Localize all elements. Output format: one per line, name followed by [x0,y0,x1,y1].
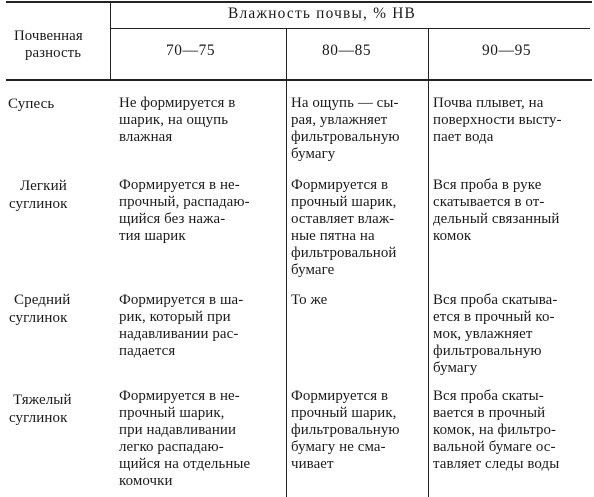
cell-supes-80-85-line-2: рая, увлажняет [291,112,388,128]
header-divider-2 [286,28,287,80]
cell-light-loam-80-85-line-6: бумаге [291,262,335,278]
cell-supes-80-85-line-4: бумагу [291,146,336,162]
group-title: Влажность почвы, % НВ [228,5,416,22]
cell-heavy-loam-90-95-line-3: комок, на фильтро- [433,422,557,438]
cell-medium-loam-90-95-line-3: мок, увлажняет [433,326,533,342]
header-divider-1 [110,2,111,80]
cell-supes-90-95-line-2: поверхности высту- [433,112,562,128]
cell-medium-loam-70-75-line-4: падается [119,343,176,359]
cell-light-loam-80-85-line-4: ные пятна на [291,228,375,244]
row-label-medium-loam-line-1: Средний [14,292,71,308]
table-top-rule [6,1,592,3]
cell-medium-loam-70-75-line-2: рик, который при [119,309,231,325]
cell-heavy-loam-90-95-line-4: вальной бумаге ос- [433,439,556,455]
cell-supes-70-75-line-3: влажная [119,129,173,145]
body-divider-1 [286,80,287,497]
column-header-90-95: 90—95 [482,42,532,59]
cell-supes-80-85-line-3: фильтровальную [291,129,400,145]
cell-light-loam-70-75-line-4: тия шарик [119,228,186,244]
cell-medium-loam-90-95-line-5: бумагу [433,360,478,376]
cell-supes-70-75-line-1: Не формируется в [119,95,236,111]
cell-medium-loam-90-95-line-4: фильтровальную [433,343,542,359]
cell-light-loam-80-85-line-5: фильтровальной [291,245,397,261]
group-title-rule [110,28,590,29]
column-header-70-75: 70—75 [166,42,216,59]
cell-heavy-loam-90-95-line-5: тавляет следы воды [433,456,560,472]
header-divider-3 [428,28,429,80]
row-label-light-loam-line-1: Легкий [20,178,67,194]
cell-heavy-loam-70-75-line-4: легко распадаю- [119,439,224,455]
row-label-medium-loam-line-2: суглинок [9,310,68,326]
column-header-80-85: 80—85 [322,42,372,59]
cell-light-loam-70-75-line-3: щийся без нажа- [119,211,226,227]
cell-supes-70-75-line-2: шарик, на ощупь [119,112,229,128]
cell-heavy-loam-80-85-line-1: Формируется в [291,388,389,404]
cell-heavy-loam-80-85-line-4: бумагу не сма- [291,439,386,455]
cell-light-loam-90-95-line-2: скатывается в от- [433,194,545,210]
cell-heavy-loam-70-75-line-3: при надавливании [119,422,237,438]
row-label-heavy-loam-line-1: Тяжелый [13,392,72,408]
cell-light-loam-70-75-line-2: прочный, распадаю- [119,194,250,210]
cell-light-loam-70-75-line-1: Формируется в не- [119,177,240,193]
cell-medium-loam-70-75-line-3: надавливании рас- [119,326,239,342]
cell-heavy-loam-70-75-line-2: прочный шарик, [119,405,225,421]
cell-light-loam-80-85-line-3: оставляет влаж- [291,211,395,227]
body-divider-2 [428,80,429,497]
row-label-light-loam-line-2: суглинок [9,196,68,212]
cell-supes-90-95-line-3: пает вода [433,129,494,145]
cell-heavy-loam-80-85-line-3: фильтровальную [291,422,400,438]
cell-heavy-loam-70-75-line-6: комочки [119,473,173,489]
cell-light-loam-90-95-line-1: Вся проба в руке [433,177,542,193]
cell-heavy-loam-90-95-line-2: вается в прочный [433,405,546,421]
cell-medium-loam-90-95-line-1: Вся проба скатыва- [433,292,558,308]
cell-light-loam-80-85-line-1: Формируется в [291,177,389,193]
row-header-line-1: Почвенная [14,28,83,44]
cell-medium-loam-70-75-line-1: Формируется в ша- [119,292,244,308]
cell-light-loam-90-95-line-4: комок [433,228,472,244]
cell-heavy-loam-70-75-line-1: Формируется в не- [119,388,240,404]
row-label-supes: Супесь [8,96,55,112]
cell-heavy-loam-80-85-line-5: чивает [291,456,334,472]
cell-heavy-loam-90-95-line-1: Вся проба скаты- [433,388,544,404]
cell-medium-loam-80-85-line-1: То же [291,292,328,308]
row-label-heavy-loam-line-2: суглинок [9,410,68,426]
row-header-line-2: разность [25,45,82,61]
cell-medium-loam-90-95-line-2: ется в прочный ко- [433,309,555,325]
cell-heavy-loam-80-85-line-2: прочный шарик, [291,405,397,421]
cell-light-loam-90-95-line-3: дельный связанный [433,211,560,227]
cell-heavy-loam-70-75-line-5: щийся на отдельные [119,456,251,472]
header-bottom-rule [6,79,592,81]
cell-supes-90-95-line-1: Почва плывет, на [433,95,544,111]
cell-light-loam-80-85-line-2: прочный шарик, [291,194,397,210]
cell-supes-80-85-line-1: На ощупь — сы- [291,95,399,111]
